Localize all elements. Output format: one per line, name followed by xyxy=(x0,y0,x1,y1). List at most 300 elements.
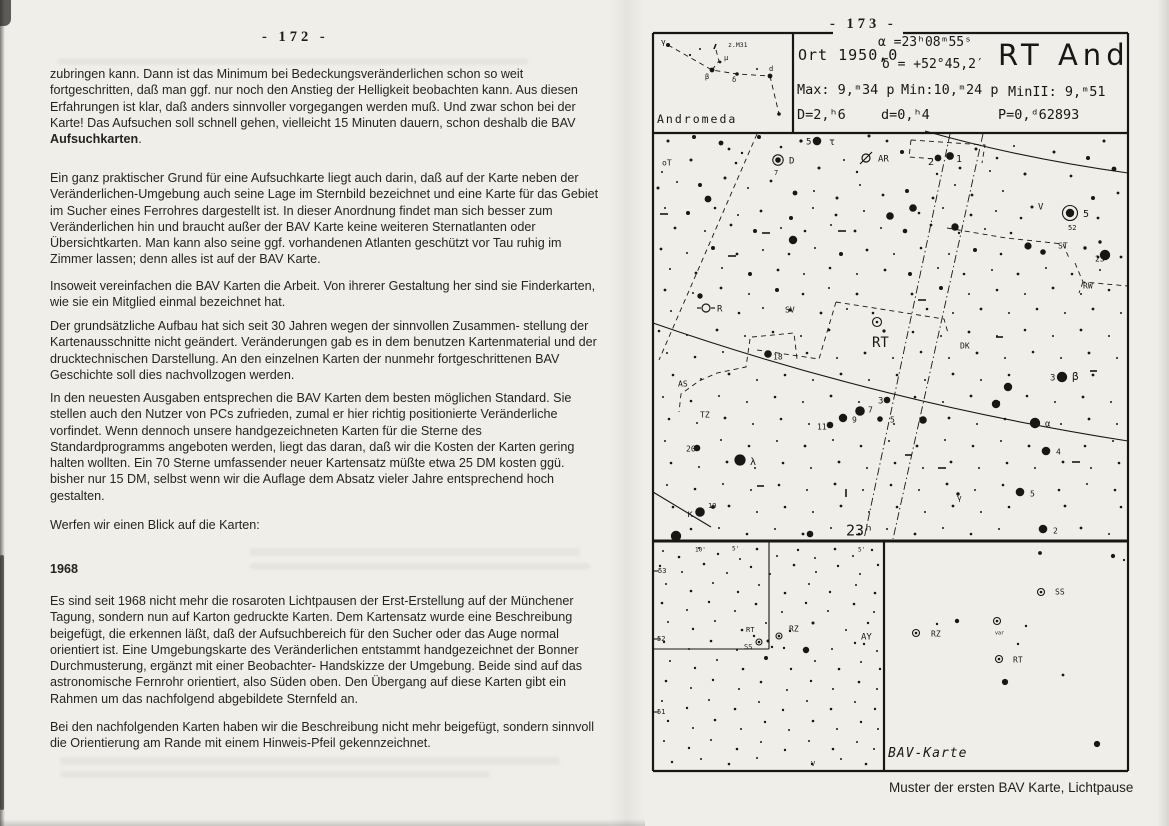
boundary-dashed-line xyxy=(679,339,750,412)
star-dot xyxy=(820,312,823,315)
chart-label: τ xyxy=(829,137,836,148)
star-dot xyxy=(996,289,999,292)
star-dot xyxy=(854,642,856,644)
star-dot xyxy=(689,54,691,56)
star-dot xyxy=(880,227,882,229)
star-dot xyxy=(845,629,847,631)
chart-label: oT xyxy=(662,158,672,168)
star-dot xyxy=(970,395,973,398)
star-dot xyxy=(877,564,879,566)
star-dot xyxy=(832,748,835,751)
star-dot xyxy=(776,440,778,442)
star-dot xyxy=(806,700,808,702)
star-dot xyxy=(1024,242,1031,249)
star-dot xyxy=(970,214,973,217)
star-dot xyxy=(775,288,779,292)
star-dot xyxy=(866,467,868,469)
star-dot xyxy=(924,511,926,513)
paragraph-3: Insoweit vereinfachen die BAV Karten die Arbeit. Von ihrerer Gestaltung her sind sie Finderkarten, wie sie ein Mitglied einmal bezeichnet hat. xyxy=(50,279,596,310)
star-dot xyxy=(710,739,712,741)
variable-star-symbol xyxy=(778,635,781,638)
star-dot xyxy=(699,48,701,50)
star-dot xyxy=(782,709,784,711)
star-dot xyxy=(810,680,812,682)
bleed-through-line xyxy=(60,771,490,778)
star-dot xyxy=(718,395,720,397)
chart-label: 20 xyxy=(686,444,696,454)
boundary-dashed-line xyxy=(770,76,779,114)
star-dot xyxy=(972,445,975,448)
star-dot xyxy=(780,227,782,229)
star-dot xyxy=(1062,674,1065,677)
star-dot xyxy=(669,660,671,662)
star-dot xyxy=(1098,240,1101,243)
star-dot xyxy=(756,68,758,70)
star-dot xyxy=(828,287,830,289)
star-dot xyxy=(782,462,785,465)
star-dot xyxy=(784,374,787,377)
star-dot xyxy=(753,635,755,637)
star-dot xyxy=(784,506,787,509)
star-dot xyxy=(855,584,857,586)
star-dot xyxy=(853,603,856,606)
star-dot xyxy=(688,747,690,749)
epoch-label: Ort 1950,0 xyxy=(798,46,899,64)
chart-label: AS xyxy=(678,379,688,389)
star-dot xyxy=(721,267,723,269)
chart-label: 18 xyxy=(773,352,783,362)
star-dot xyxy=(992,400,1000,408)
star-dot xyxy=(803,647,809,653)
star-dot xyxy=(734,454,745,465)
star-dot xyxy=(893,253,895,255)
star-dot xyxy=(724,177,727,180)
paragraph-1-bold: Aufsuchkarten xyxy=(50,132,139,147)
star-dot xyxy=(1111,554,1115,558)
star-dot xyxy=(690,400,693,403)
star-dot xyxy=(690,159,693,162)
chart-label: 9 xyxy=(852,415,857,425)
star-dot xyxy=(812,720,815,723)
star-dot xyxy=(1083,246,1086,249)
star-dot xyxy=(920,351,923,354)
star-dot xyxy=(830,395,833,398)
star-dot xyxy=(1064,312,1066,314)
star-dot xyxy=(755,603,758,606)
star-dot xyxy=(1028,445,1031,448)
star-dot xyxy=(802,401,804,403)
star-dot xyxy=(784,749,786,751)
star-dot xyxy=(840,505,843,508)
star-dot xyxy=(1008,312,1010,314)
star-dot xyxy=(1092,374,1095,377)
star-dot xyxy=(858,401,860,403)
star-dot xyxy=(662,396,664,398)
star-dot xyxy=(827,610,829,612)
star-dot xyxy=(661,602,664,605)
star-dot xyxy=(747,187,749,189)
chart-label: μ xyxy=(724,54,729,62)
star-dot xyxy=(1080,527,1083,530)
star-dot xyxy=(692,628,694,630)
star-dot xyxy=(937,267,939,269)
star-dot xyxy=(1045,267,1047,269)
star-dot xyxy=(838,668,841,671)
star-dot xyxy=(932,197,935,200)
chart-label: RZ xyxy=(931,629,941,639)
star-dot xyxy=(908,272,912,276)
star-dot xyxy=(1031,206,1034,209)
boundary-dashed-line xyxy=(659,134,757,360)
star-dot xyxy=(1034,467,1036,469)
star-dot xyxy=(948,357,950,359)
boundary-dashed-line xyxy=(712,50,719,70)
chart-label: 5 xyxy=(890,415,895,425)
star-dot xyxy=(859,184,861,186)
star-dot xyxy=(714,719,717,722)
star-dot xyxy=(806,489,808,491)
star-dot xyxy=(834,548,837,551)
star-dot xyxy=(1082,396,1085,399)
star-dot xyxy=(674,227,677,230)
star-dot xyxy=(783,647,785,649)
chart-label: 3 xyxy=(1050,373,1056,384)
star-dot xyxy=(760,741,762,743)
star-dot xyxy=(694,356,697,359)
star-dot xyxy=(843,159,845,161)
chart-label: β xyxy=(1072,370,1079,383)
star-dot xyxy=(1108,289,1111,292)
scan-corner-mark xyxy=(0,0,11,26)
duration-d: d=0,ʰ4 xyxy=(881,107,930,123)
star-dot xyxy=(946,483,949,486)
star-dot xyxy=(815,571,817,573)
star-dot xyxy=(914,396,917,399)
star-dot xyxy=(762,307,764,309)
star-dot xyxy=(840,758,842,760)
star-dot xyxy=(786,689,788,691)
star-dot xyxy=(720,287,723,290)
star-dot xyxy=(762,249,764,251)
star-dot xyxy=(690,687,692,689)
variable-star-symbol xyxy=(996,620,999,623)
star-dot xyxy=(832,688,834,690)
star-dot xyxy=(814,557,816,559)
star-dot xyxy=(686,211,690,215)
star-dot xyxy=(808,740,810,742)
boundary-dashed-line xyxy=(947,228,1069,258)
star-dot xyxy=(890,484,893,487)
star-dot xyxy=(737,214,739,216)
star-dot xyxy=(694,667,696,669)
star-dot xyxy=(789,216,793,220)
star-dot xyxy=(996,335,998,337)
star-dot xyxy=(734,610,736,612)
star-dot xyxy=(812,379,814,381)
star-dot xyxy=(896,374,899,377)
star-dot xyxy=(1052,287,1055,290)
star-dot xyxy=(980,308,983,311)
star-dot xyxy=(764,721,766,723)
star-dot xyxy=(831,648,833,650)
star-dot xyxy=(865,763,868,766)
star-dot xyxy=(708,699,710,701)
star-dot xyxy=(719,141,724,146)
star-dot xyxy=(930,224,933,227)
star-dot xyxy=(1097,217,1100,220)
star-dot xyxy=(818,167,821,170)
star-dot xyxy=(868,135,871,138)
star-dot xyxy=(1024,293,1026,295)
star-dot xyxy=(1094,741,1100,747)
star-dot xyxy=(695,507,705,517)
star-dot xyxy=(813,137,822,146)
star-dot xyxy=(1004,418,1007,421)
chart-label: δ xyxy=(732,76,737,84)
star-dot xyxy=(748,293,750,295)
paragraph-5: In den neuesten Ausgaben entsprechen die BAV Karten dem besten möglichen Standard. Sie stellen auch den Nutzer von PCs zufrieden, zumal er hier richtig positionierte Veränderliche vorfindet. Wenn dennoch unsere handgezeichneten Karten für die Sterne des Standardprogramms angeboten werden, liegt das daran, daß wir die Kosten der Karten gering halten wollten. Ein 70 Sterne umfassender neuer Kartensatz müßte etwa 25 DM kosten ggü. bisher nur 15 DM, selbst wenn wir die Auflage dem Absatz vieler Jahre entsprechend hoch gestalten. xyxy=(50,391,575,503)
chart-label: RT xyxy=(746,626,755,634)
chart-label: 2 xyxy=(928,157,935,168)
star-dot xyxy=(939,286,943,290)
star-dot xyxy=(976,352,979,355)
chart-label: 52 xyxy=(1068,224,1077,232)
star-dot xyxy=(664,440,666,442)
star-dot xyxy=(778,484,781,487)
paragraph-7: Bei den nachfolgenden Karten haben wir die Beschreibung nicht mehr beigefügt, sondern sinnvoll die Orientierung am Rande mit einem Hinweis-Pfeil gekennzeichnet. xyxy=(50,720,594,751)
star-dot xyxy=(712,582,714,584)
star-dot xyxy=(780,418,783,421)
heading-1968: 1968 xyxy=(50,562,79,576)
star-dot xyxy=(662,550,664,552)
scan-shadow-bottom xyxy=(0,819,645,826)
star-dot xyxy=(703,563,706,566)
star-dot xyxy=(846,308,848,310)
star-dot xyxy=(1108,533,1110,535)
star-dot xyxy=(802,293,805,296)
star-dot xyxy=(882,329,885,332)
star-dot xyxy=(728,505,731,508)
star-dot xyxy=(720,439,722,441)
star-dot xyxy=(830,708,833,711)
chart-label: 5 xyxy=(806,137,812,148)
star-dot xyxy=(760,681,763,684)
star-dot xyxy=(942,207,944,209)
variable-star-symbol xyxy=(1066,209,1074,217)
dec-coordinate: δ = +52°45,2′ xyxy=(882,57,984,72)
star-dot xyxy=(1013,145,1015,147)
chart-label: 5' xyxy=(858,546,866,554)
star-dot xyxy=(830,224,832,226)
star-dot xyxy=(742,668,745,671)
chart-label: 1 xyxy=(956,154,963,165)
star-dot xyxy=(738,312,741,315)
star-dot xyxy=(918,212,921,215)
chart-label: 10' xyxy=(695,546,706,554)
star-dot xyxy=(774,528,776,530)
star-dot xyxy=(671,761,673,763)
star-dot xyxy=(746,401,748,403)
variable-star-symbol xyxy=(702,304,710,312)
star-dot xyxy=(873,748,875,750)
chart-label: 4 xyxy=(1056,447,1061,457)
star-dot xyxy=(756,548,759,551)
star-dot xyxy=(968,293,970,295)
star-dot xyxy=(860,721,862,723)
chart-label: RT xyxy=(1013,655,1023,665)
star-dot xyxy=(1057,372,1067,382)
star-dot xyxy=(860,661,862,663)
star-dot xyxy=(686,707,688,709)
star-dot xyxy=(741,152,743,154)
chart-label: γ xyxy=(957,493,962,503)
declination-arc xyxy=(925,131,1128,173)
bleed-through-line xyxy=(58,58,528,65)
star-dot xyxy=(704,230,706,232)
star-dot xyxy=(690,590,693,593)
star-dot xyxy=(1054,401,1056,403)
star-dot xyxy=(658,330,661,333)
star-dot xyxy=(810,467,812,469)
star-dot xyxy=(1030,418,1040,428)
star-dot xyxy=(744,335,746,337)
min-brightness: Min:10,ᵐ24 p xyxy=(901,82,999,98)
star-dot xyxy=(976,423,978,425)
star-dot xyxy=(948,417,951,420)
star-dot xyxy=(1004,383,1012,391)
star-dot xyxy=(772,331,775,334)
star-dot xyxy=(836,197,839,200)
chart-label: var xyxy=(995,630,1005,637)
chart-label: 11 xyxy=(817,422,827,432)
star-dot xyxy=(888,440,890,442)
star-dot xyxy=(1006,462,1009,465)
chart-label: α xyxy=(1045,419,1051,430)
star-dot xyxy=(790,668,792,670)
star-dot xyxy=(710,68,715,73)
star-dot xyxy=(768,74,773,79)
min2-brightness: MinII: 9,ᵐ51 xyxy=(1008,84,1106,100)
star-dot xyxy=(952,373,955,376)
star-dot xyxy=(944,439,946,441)
page-gutter-shadow xyxy=(610,0,644,826)
star-dot xyxy=(698,183,702,187)
star-dot xyxy=(911,293,914,296)
chart-label: 3 xyxy=(878,396,884,407)
star-dot xyxy=(877,416,883,422)
star-dot xyxy=(665,680,668,683)
star-dot xyxy=(728,373,731,376)
star-dot xyxy=(734,708,737,711)
star-dot xyxy=(712,679,714,681)
star-dot xyxy=(800,335,802,337)
hour-circle-line xyxy=(893,134,983,539)
comparison-mark xyxy=(714,44,716,49)
star-dot xyxy=(991,269,993,271)
chart-label: 51 xyxy=(657,708,666,716)
star-dot xyxy=(856,741,858,743)
star-dot xyxy=(829,591,831,593)
star-dot xyxy=(862,489,864,491)
star-dot xyxy=(1099,269,1101,271)
star-dot xyxy=(812,207,814,209)
star-dot xyxy=(1116,357,1118,359)
star-dot xyxy=(1071,273,1074,276)
star-dot xyxy=(1060,423,1062,425)
star-dot xyxy=(940,335,942,337)
star-dot xyxy=(758,584,760,586)
chart-label: R xyxy=(717,304,723,315)
star-dot xyxy=(1024,329,1027,332)
max-brightness: Max: 9,ᵐ34 p xyxy=(797,82,895,98)
star-dot xyxy=(860,445,863,448)
star-dot xyxy=(1036,308,1039,311)
star-dot xyxy=(750,489,752,491)
star-dot xyxy=(1042,447,1051,456)
star-dot xyxy=(837,565,839,567)
star-dot xyxy=(936,173,938,175)
star-dot xyxy=(808,423,810,425)
star-dot xyxy=(1002,679,1008,685)
chart-label: z.M31 xyxy=(728,41,748,49)
variable-star-symbol xyxy=(876,321,879,324)
star-dot xyxy=(830,527,832,529)
star-dot xyxy=(788,729,790,731)
star-dot xyxy=(767,640,770,643)
star-dot xyxy=(764,656,768,660)
star-dot xyxy=(974,489,976,491)
star-dot xyxy=(806,352,809,355)
star-dot xyxy=(750,566,752,568)
star-designation-title: RT And xyxy=(998,38,1130,72)
star-dot xyxy=(756,379,758,381)
star-dot xyxy=(1103,140,1106,143)
star-dot xyxy=(866,249,869,252)
chart-label: AY xyxy=(861,632,872,643)
star-dot xyxy=(686,252,688,254)
star-dot xyxy=(886,528,888,530)
star-dot xyxy=(952,312,954,314)
star-dot xyxy=(1114,489,1117,492)
star-dot xyxy=(758,701,760,703)
star-dot xyxy=(968,331,971,334)
heading-blick: Werfen wir einen Blick auf die Karten: xyxy=(50,518,260,532)
star-dot xyxy=(836,728,838,730)
star-dot xyxy=(781,611,783,613)
star-dot xyxy=(998,528,1000,530)
star-dot xyxy=(942,527,944,529)
star-dot xyxy=(748,445,751,448)
star-dot xyxy=(959,167,962,170)
star-dot xyxy=(789,236,797,244)
chart-label: RZ xyxy=(789,624,799,634)
star-dot xyxy=(714,207,717,210)
star-dot xyxy=(676,181,678,183)
star-dot xyxy=(1090,467,1092,469)
star-dot xyxy=(1080,329,1083,332)
chart-label: V xyxy=(811,760,816,768)
star-dot xyxy=(756,757,758,759)
star-dot xyxy=(737,591,739,593)
star-dot xyxy=(856,293,859,296)
chart-label: 5 xyxy=(1083,209,1090,220)
star-dot xyxy=(877,728,879,730)
star-dot xyxy=(793,564,796,567)
star-dot xyxy=(666,352,668,354)
star-dot xyxy=(716,659,718,661)
star-dot xyxy=(710,640,713,643)
star-dot xyxy=(663,740,665,742)
